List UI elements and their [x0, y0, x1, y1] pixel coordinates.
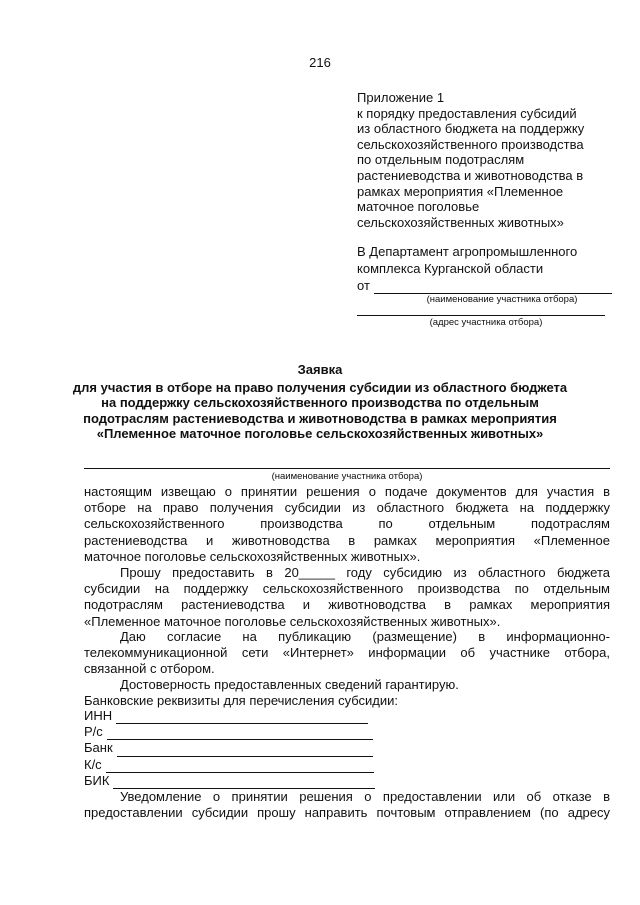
appendix-line: рамках мероприятия «Племенное — [357, 183, 564, 199]
body-line: отборе на право получения субсидии из областного бюджета на поддержку — [84, 500, 610, 516]
inn-field-line — [116, 712, 368, 724]
appendix-line: сельскохозяйственных животных» — [357, 214, 564, 230]
bank-row-inn — [84, 708, 375, 724]
bik-label: БИК — [84, 772, 110, 788]
title-line: для участия в отборе на право получения субсидии из областного бюджета — [72, 379, 568, 395]
addressee-line-1: В Департамент агропромышленного — [357, 244, 578, 259]
appendix-line: из областного бюджета на поддержку — [357, 121, 585, 137]
body-line: предоставлении субсидии прошу направить почтовым отправлением (по адресу — [84, 805, 610, 821]
title-line: на поддержку сельскохозяйственного производства по отдельным — [101, 395, 539, 410]
bank-row-bik — [84, 773, 375, 789]
bank-row-ks — [84, 757, 375, 773]
title-heading: Заявка — [297, 362, 343, 377]
rs-label: Р/с — [84, 724, 103, 740]
rs-field-line — [107, 728, 373, 740]
body-paragraph-4 — [84, 677, 610, 693]
body-line: телекоммуникационной сети «Интернет» информации об участнике отбора, — [84, 645, 610, 661]
appendix-line: сельскохозяйственного производства — [357, 136, 584, 152]
participant-name-line — [374, 281, 612, 294]
body-line: Даю согласие на публикацию (размещение) в информационно- — [120, 629, 610, 644]
bank-details-block — [84, 708, 375, 789]
addressee-line-2: комплекса Курганской области — [357, 261, 544, 276]
body-line: растениеводства и животноводства в рамках мероприятия «Племенное — [84, 532, 610, 548]
body-line: Банковские реквизиты для перечисления субсидии: — [84, 693, 398, 708]
body-line: связанной с отбором. — [84, 661, 215, 677]
bank-label: Банк — [84, 740, 113, 756]
participant-name-caption: (наименование участника отбора) — [426, 294, 578, 305]
bank-row-rs — [84, 724, 375, 740]
body-paragraph-2 — [84, 565, 610, 630]
body-paragraph-1 — [84, 484, 610, 565]
bank-field-line — [117, 745, 373, 757]
body-line: «Племенное маточное поголовье сельскохозяйственных животных». — [84, 613, 501, 629]
body-paragraph-6 — [84, 789, 610, 821]
bank-row-bank — [84, 740, 375, 756]
bik-field-line — [113, 777, 375, 789]
addressee-block — [357, 243, 617, 329]
body-line: Уведомление о принятии решения о предоставлении или об отказе в — [120, 789, 610, 804]
body-line: Достоверность предоставленных сведений гарантирую. — [120, 677, 459, 692]
bank-details-heading — [84, 693, 610, 709]
participant-fill-line — [84, 468, 610, 469]
body-line: субсидии на поддержку сельскохозяйственного производства по отдельным — [84, 581, 610, 597]
body-line: настоящим извещаю о принятии решения о подаче документов для участия в — [84, 484, 610, 499]
ks-field-line — [106, 761, 374, 773]
appendix-line: растениеводства и животноводства в — [357, 167, 584, 183]
participant-address-line — [357, 315, 605, 316]
from-label: от — [357, 278, 370, 293]
body-line: маточное поголовье сельскохозяйственных животных». — [84, 548, 421, 564]
participant-address-caption: (адрес участника отбора) — [429, 317, 543, 328]
body-line: подотраслям растениеводства и животноводства в рамках мероприятия — [84, 597, 610, 613]
appendix-line: маточное поголовье — [357, 199, 480, 215]
page-number: 216 — [309, 55, 331, 70]
application-title — [60, 362, 580, 442]
body-line: Прошу предоставить в 20_____ году субсидию из областного бюджета — [120, 565, 610, 580]
title-line: «Племенное маточное поголовье сельскохозяйственных животных» — [96, 426, 544, 441]
participant-caption: (наименование участника отбора) — [271, 471, 423, 482]
appendix-block — [357, 90, 617, 230]
appendix-line: к порядку предоставления субсидий — [357, 105, 577, 121]
appendix-line: Приложение 1 — [357, 90, 445, 105]
inn-label: ИНН — [84, 707, 113, 723]
body-line: сельскохозяйственного производства по отдельным подотраслям — [84, 516, 610, 532]
appendix-line: по отдельным подотраслям — [357, 152, 525, 168]
body-paragraph-3 — [84, 629, 610, 678]
ks-label: К/с — [84, 756, 102, 772]
title-line: подотраслям растениеводства и животноводства в рамках мероприятия — [83, 410, 557, 426]
